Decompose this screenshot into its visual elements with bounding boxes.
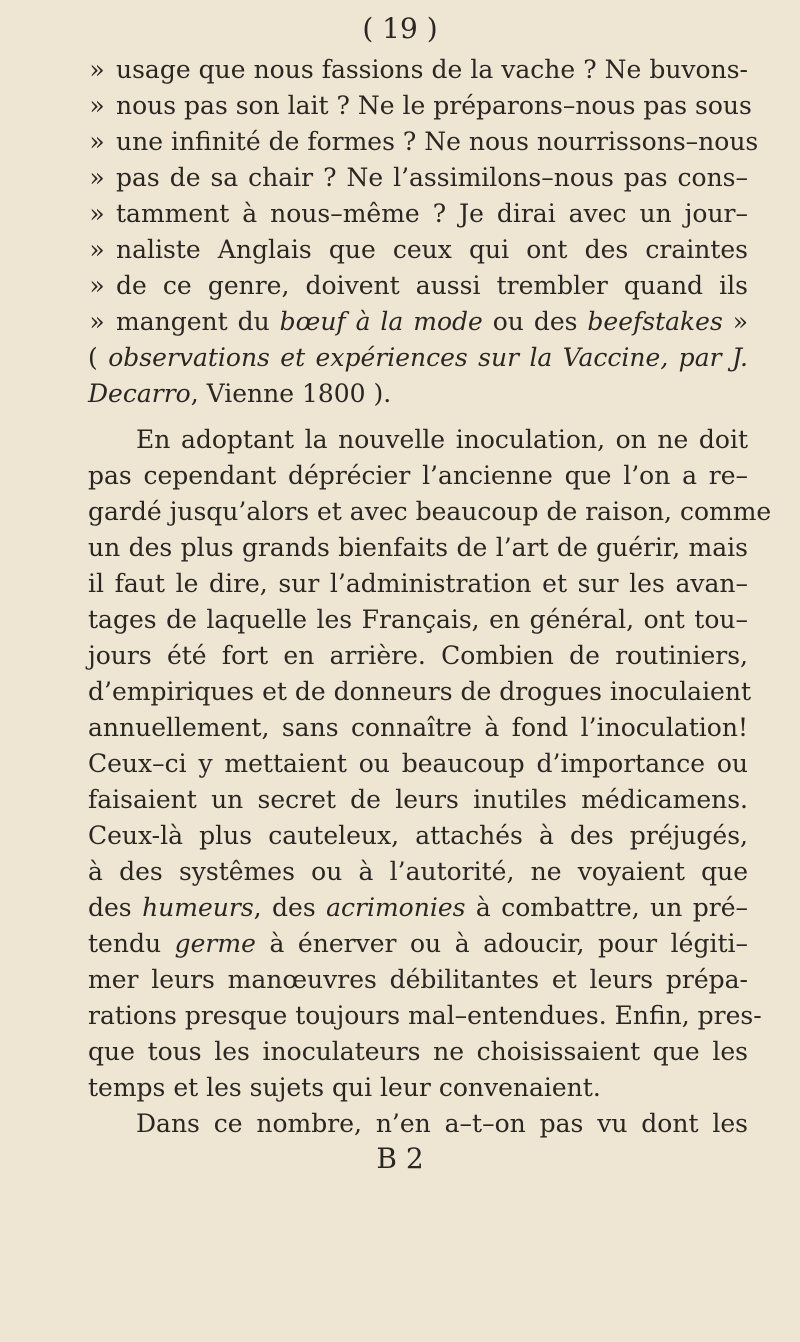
text-line: usage que nous fassions de la vache ? Ne buvons- xyxy=(116,55,748,84)
italic-run: acrimonies xyxy=(326,893,466,922)
quote-mark: » xyxy=(89,235,105,264)
text-line: il faut le dire, sur l’administration et sur les avan– xyxy=(88,569,748,598)
italic-run: humeurs xyxy=(142,893,254,922)
page-number: ( 19 ) xyxy=(362,12,438,45)
text-line: mer leurs manœuvres débilitantes et leurs prépa- xyxy=(88,965,748,994)
text-run: , Vienne 1800 ). xyxy=(190,379,392,408)
text-line: annuellement, sans connaître à fond l’inoculation! xyxy=(88,713,748,742)
text-line: que tous les inoculateurs ne choisissaient que les xyxy=(88,1037,748,1066)
text-run: à énerver ou à adoucir, pour légiti– xyxy=(255,929,748,958)
text-line: tages de laquelle les Français, en général, ont tou– xyxy=(88,605,748,634)
italic-run: Decarro xyxy=(88,379,191,408)
quote-mark: » xyxy=(89,307,105,336)
text-run: mangent du xyxy=(116,307,280,336)
italic-run: bœuf à la mode xyxy=(279,307,483,336)
text-run: des xyxy=(88,893,143,922)
text-run: ( xyxy=(88,343,109,372)
text-line: faisaient un secret de leurs inutiles médicamens. xyxy=(88,785,748,814)
text-run: ou des xyxy=(482,307,588,336)
text-line: un des plus grands bienfaits de l’art de guérir, mais xyxy=(88,533,748,562)
text-line xyxy=(116,304,748,340)
text-line: naliste Anglais que ceux qui ont des craintes xyxy=(116,235,748,264)
text-line: tamment à nous–même ? Je dirai avec un jour– xyxy=(116,199,748,228)
text-line: Dans ce nombre, n’en a–t–on pas vu dont les xyxy=(136,1109,748,1138)
text-line: temps et les sujets qui leur convenaient. xyxy=(88,1073,601,1102)
text-line: jours été fort en arrière. Combien de routiniers, xyxy=(88,641,748,670)
text-line: à des systêmes ou à l’autorité, ne voyaient que xyxy=(88,857,748,886)
text-line xyxy=(88,926,748,962)
citation-line xyxy=(88,376,748,412)
text-line: pas de sa chair ? Ne l’assimilons–nous pas cons– xyxy=(116,163,748,192)
quote-mark: » xyxy=(89,127,105,156)
signature-mark: B 2 xyxy=(376,1142,424,1175)
italic-run: observations et expériences sur la Vaccine, par J. xyxy=(108,343,748,372)
text-line xyxy=(88,890,748,926)
text-line: pas cependant déprécier l’ancienne que l’on a re– xyxy=(88,461,748,490)
text-run: tendu xyxy=(88,929,175,958)
quote-mark: » xyxy=(89,199,105,228)
text-line: gardé jusqu’alors et avec beaucoup de raison, comme xyxy=(88,497,772,526)
text-line: Ceux–ci y mettaient ou beaucoup d’importance ou xyxy=(88,749,748,778)
text-line: de ce genre, doivent aussi trembler quand ils xyxy=(116,271,748,300)
quote-mark: » xyxy=(89,55,105,84)
text-line: nous pas son lait ? Ne le préparons–nous pas sous xyxy=(116,91,752,120)
italic-run: germe xyxy=(174,929,256,958)
text-run: , des xyxy=(253,893,327,922)
quote-mark: » xyxy=(89,271,105,300)
text-line: une infinité de formes ? Ne nous nourrissons–nous xyxy=(116,127,759,156)
citation-line xyxy=(88,340,748,376)
text-line: En adoptant la nouvelle inoculation, on ne doit xyxy=(136,425,748,454)
italic-run: beefstakes xyxy=(587,307,723,336)
quote-mark: » xyxy=(89,163,105,192)
text-run: » xyxy=(722,307,749,336)
text-line: d’empiriques et de donneurs de drogues inoculaient xyxy=(88,677,752,706)
text-line: Ceux-là plus cauteleux, attachés à des préjugés, xyxy=(88,821,748,850)
text-line: rations presque toujours mal–entendues. Enfin, pres- xyxy=(88,1001,762,1030)
text-run: à combattre, un pré– xyxy=(465,893,748,922)
quote-mark: » xyxy=(89,91,105,120)
